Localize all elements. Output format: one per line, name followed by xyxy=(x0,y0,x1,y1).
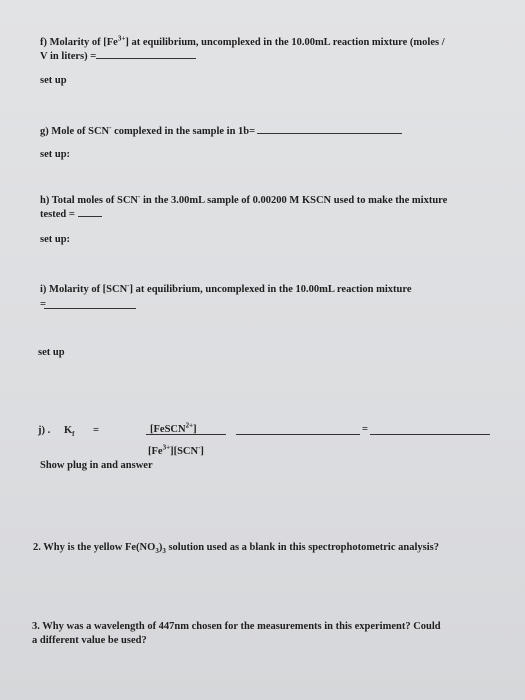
question-f-line1 xyxy=(40,36,445,49)
kf-equals-2: = xyxy=(362,424,368,435)
question-j-label: j) . xyxy=(38,425,51,436)
question-f-sup: 3+ xyxy=(117,34,126,43)
question-3-line2: a different value be used? xyxy=(32,635,147,646)
question-i-line2 xyxy=(40,298,46,311)
question-h-text-a: h) Total moles of SCN xyxy=(40,195,139,206)
question-2 xyxy=(33,541,439,554)
denominator-sup: 3+ xyxy=(162,443,171,452)
answer-blank-g[interactable] xyxy=(257,124,402,134)
kf-equals: = xyxy=(93,425,99,436)
numerator-text-b: ] xyxy=(193,424,197,435)
question-h-line2 xyxy=(40,207,102,221)
question-2-text-a: 2. Why is the yellow Fe(NO xyxy=(33,542,156,553)
fraction-bar xyxy=(146,434,226,435)
kf-letter: K xyxy=(64,425,73,436)
question-2-sub-1: 3 xyxy=(155,547,159,556)
denominator-text-b: ][SCN xyxy=(170,446,199,457)
answer-blank-j-1[interactable] xyxy=(236,434,360,435)
question-i-text-b: ] at equilibrium, uncomplexed in the 10.00mL reaction mixture xyxy=(129,284,412,295)
numerator-sup: 2+ xyxy=(185,421,194,430)
question-f-text-a: f) Molarity of [Fe xyxy=(40,37,118,48)
question-f-text-b: ] at equilibrium, uncomplexed in the 10.00mL reaction mixture (moles / xyxy=(125,37,445,48)
question-i-setup: set up xyxy=(38,347,65,358)
answer-blank-j-2[interactable] xyxy=(370,434,490,435)
question-h-line2-text: tested = xyxy=(40,209,75,220)
question-g-text-b: complexed in the sample in 1b= xyxy=(111,126,256,137)
question-f-line2-text: V in liters) = xyxy=(40,51,97,62)
question-i-sup: - xyxy=(127,281,130,290)
question-h-text-b: in the 3.00mL sample of 0.00200 M KSCN used to make the mixture xyxy=(140,195,448,206)
kf-denominator xyxy=(148,445,204,458)
question-g-setup: set up: xyxy=(40,149,71,160)
question-f-setup: set up xyxy=(40,75,67,86)
answer-blank-i[interactable] xyxy=(44,308,136,309)
question-g-line xyxy=(40,124,402,138)
question-i-line1 xyxy=(40,283,412,296)
kf-subscript: f xyxy=(72,430,75,439)
denominator-text-c: ] xyxy=(200,446,204,457)
question-2-text-b: ) xyxy=(158,542,163,553)
numerator-text-a: [FeSCN xyxy=(150,424,186,435)
question-i-text-a: i) Molarity of [SCN xyxy=(40,284,128,295)
question-h-sup: - xyxy=(138,192,141,201)
kf-symbol xyxy=(64,424,75,437)
question-2-sub-2: 3 xyxy=(162,547,166,556)
answer-blank-f[interactable] xyxy=(96,49,196,59)
question-h-setup: set up: xyxy=(40,234,71,245)
answer-blank-h[interactable] xyxy=(78,207,102,217)
denominator-text-a: [Fe xyxy=(148,446,163,457)
question-2-text-c: solution used as a blank in this spectrophotometric analysis? xyxy=(165,542,439,553)
denominator-sup-2: - xyxy=(198,443,201,452)
question-i-equals: = xyxy=(40,299,46,310)
question-f-line2 xyxy=(40,49,196,63)
show-plug-in-label: Show plug in and answer xyxy=(40,460,153,471)
question-g-sup: - xyxy=(109,123,112,132)
question-g-text-a: g) Mole of SCN xyxy=(40,126,110,137)
question-3-line1: 3. Why was a wavelength of 447nm chosen for the measurements in this experiment? Could xyxy=(32,621,441,632)
question-h-line1 xyxy=(40,194,447,207)
